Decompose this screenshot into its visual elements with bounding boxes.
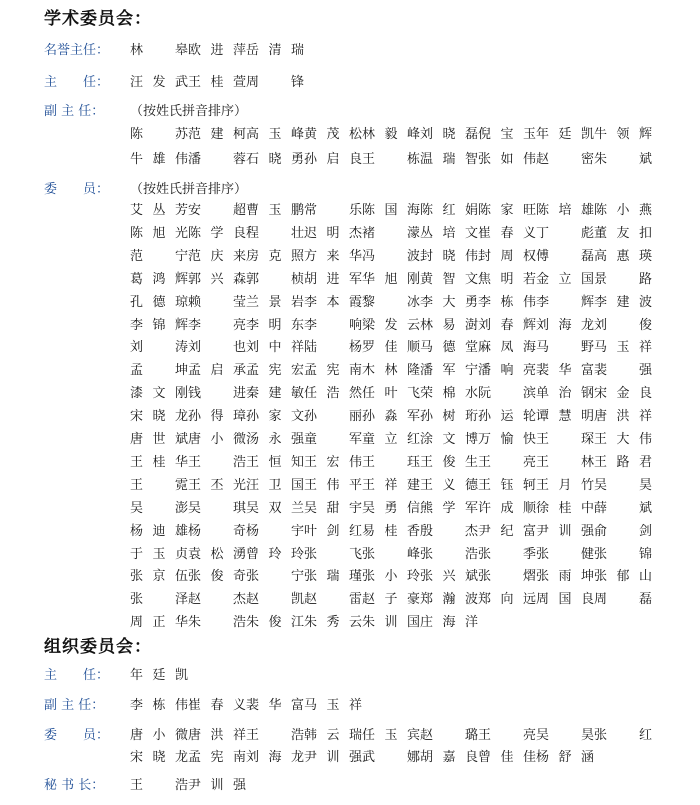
name-row [130,126,652,144]
person-name: 孙得璋 [188,409,246,425]
person-name: 宋晓龙 [130,409,188,425]
person-name: 胡嘉良 [420,750,478,765]
person-name: 焦明若 [478,271,536,287]
name-row [130,248,652,266]
person-name: 许成顺 [478,500,536,516]
person-name: 唐洪祥 [594,409,652,425]
person-name: 俞 剑 [594,523,652,539]
person-name: 张京伍 [130,569,188,585]
person-name: 王恒知 [246,454,304,470]
person-name: 罗佳顺 [362,340,420,356]
name-row [130,317,652,335]
person-name: 陈 苏 [130,127,188,142]
person-name: 张如伟 [478,152,536,167]
honorary-chair-label: 名誉主任： [44,43,110,58]
person-name: 年廷凯 [130,668,188,683]
person-name: 王伟平 [304,477,362,493]
person-name: 周国良 [536,592,594,608]
person-name: 高惠瑛 [594,248,652,264]
person-name: 王月竹 [536,477,594,493]
person-name: 褚 濛 [362,225,420,241]
person-name: 朱训国 [362,615,420,631]
person-name: 尹训强 [536,523,594,539]
person-name: 薛 斌 [594,500,652,516]
person-name: 王丕光 [188,477,246,493]
person-name: 程 壮 [246,225,304,241]
honorary-chair-names [130,42,304,60]
person-name: 王 珏 [362,454,420,470]
organizing-vice-chair-label: 副 主 任： [44,698,105,713]
person-name: 王 浩 [130,778,188,793]
person-name: 杨 奇 [188,523,246,539]
person-name: 黄智文 [420,271,478,287]
person-name: 张 红 [594,728,652,743]
person-name: 王大伟 [594,432,652,447]
person-name: 徐桂中 [536,500,594,516]
person-name: 赵 密 [536,152,594,167]
person-name: 张雨坤 [536,569,594,585]
person-name: 袁松湧 [188,546,246,562]
person-name: 童立红 [362,432,420,447]
person-name: 范庆来 [188,248,246,264]
person-name: 胡进军 [304,271,362,287]
academic-vice-chair-label: 副 主 任： [44,104,105,119]
person-name: 朱秀云 [304,615,362,631]
person-name: 刘海龙 [536,317,594,333]
person-name: 王义德 [420,477,478,493]
person-name: 裴华富 [246,698,304,713]
person-name: 陆 杨 [304,340,362,356]
person-name: 王 亮 [478,454,536,470]
person-name: 兰景岩 [246,294,304,310]
person-name: 马玉祥 [304,698,362,713]
person-name: 张瑞瑾 [304,569,362,585]
name-row [130,568,652,586]
person-name: 王 琛 [536,432,594,447]
person-name: 范 宁 [130,248,188,264]
person-name: 张郁山 [594,569,652,585]
person-name: 任玉宾 [362,728,420,743]
person-name: 李栋伟 [478,294,536,310]
person-name: 刘 也 [188,340,246,356]
person-name: 张兴斌 [420,569,478,585]
person-name: 宋晓龙 [130,750,188,765]
person-name: 张 季 [478,546,536,562]
person-name: 迟明杰 [304,225,362,241]
person-name: 张 熠 [478,569,536,585]
person-name: 常 乐 [304,203,362,218]
name-row [130,727,652,745]
organizing-committee-title: 组织委员会： [44,637,152,657]
academic-chair-names [130,74,304,92]
person-name: 梁发云 [362,317,420,333]
person-name: 单治钢 [536,386,594,402]
person-name: 陈培雄 [536,203,594,218]
person-name: 刘 涛 [130,340,188,356]
person-name: 孙 丽 [304,409,362,425]
secretary-general-label: 秘 书 长： [44,778,105,793]
person-name: 汪发武 [130,75,188,90]
person-name: 周 磊 [594,592,652,608]
person-name: 李 辉 [536,294,594,310]
person-name: 王俊生 [420,454,478,470]
person-name: 张 浩 [420,546,478,562]
person-name: 王路君 [594,454,652,470]
person-name: 景 路 [594,271,652,287]
person-name: 孟宪南 [304,363,362,379]
academic-members-note: （按姓氏拼音排序） [130,182,248,197]
person-name: 艾丛芳 [130,203,188,218]
person-name: 童 军 [304,432,362,447]
person-name: 张小玲 [362,569,420,585]
name-row [130,225,652,243]
person-name: 李 响 [304,317,362,333]
person-name: 杨迪雄 [130,523,188,539]
person-name: 赵 杰 [188,592,246,608]
person-name: 房克照 [246,248,304,264]
person-name: 武 娜 [362,750,420,765]
person-name: 曹玉鹏 [246,203,304,218]
person-name: 李栋伟 [130,698,188,713]
person-name: 潘 蓉 [188,152,246,167]
person-name: 王 林 [536,454,594,470]
person-name: 冯 波 [362,248,420,264]
person-name: 安 超 [188,203,246,218]
person-name: 王 浩 [246,728,304,743]
person-name: 封晓伟 [420,248,478,264]
person-name: 赵 雷 [304,592,362,608]
person-name: 易桂香 [362,523,420,539]
person-name: 崔春义 [478,225,536,241]
person-name: 孙运轮 [478,409,536,425]
person-name: 涂文博 [420,432,478,447]
person-name: 潘军宁 [420,363,478,379]
person-name: 唐洪祥 [188,728,246,743]
person-name: 牛雄伟 [130,152,188,167]
person-name: 陈小燕 [594,203,652,218]
person-name: 尹训强 [188,778,246,793]
person-name: 杨 宇 [246,523,304,539]
person-name: 金立国 [536,271,594,287]
person-name: 李明东 [246,317,304,333]
person-name: 王桂萱 [188,75,246,90]
person-name: 朱 斌 [594,152,652,167]
person-name: 唐世斌 [130,432,188,447]
academic-members-label: 委 员： [44,182,110,197]
person-name: 周正华 [130,615,188,631]
person-name: 张 峰 [362,546,420,562]
person-name: 马德堂 [420,340,478,356]
person-name: 潘响亮 [478,363,536,379]
person-name: 吴双兰 [246,500,304,516]
person-name: 林毅峰 [362,127,420,142]
person-name: 黄茂松 [304,127,362,142]
person-name: 张 健 [536,546,594,562]
person-name: 周 锋 [246,75,304,90]
person-name: 吴 昊 [536,728,594,743]
name-row [130,408,652,426]
person-name: 丛培文 [420,225,478,241]
person-name: 尹纪富 [478,523,536,539]
person-name: 王 浩 [188,454,246,470]
person-name: 倪宝玉 [478,127,536,142]
person-name: 崔春义 [188,698,246,713]
person-name: 裴 强 [594,363,652,379]
person-name: 李锦辉 [130,317,188,333]
person-name: 阮 滨 [478,386,536,402]
name-row [130,202,652,220]
organizing-chair-names [130,667,188,685]
person-name: 吴 琪 [188,500,246,516]
name-row [130,591,652,609]
person-name: 尹训强 [304,750,362,765]
person-name: 陈学良 [188,225,246,241]
person-name: 孙淼军 [362,409,420,425]
person-name: 刘中祥 [246,340,304,356]
name-row [130,477,652,495]
person-name: 林 皋 [130,43,188,58]
person-name: 赖 莹 [188,294,246,310]
name-row [130,454,652,472]
person-name: 吴 昊 [594,477,652,493]
name-row [130,385,652,403]
organizing-members-label: 委 员： [44,728,110,743]
person-name: 熊学军 [420,500,478,516]
person-name: 郭兴森 [188,271,246,287]
person-name: 唐小微 [188,432,246,447]
name-row [130,500,652,518]
name-row [130,294,652,312]
name-row [130,546,652,564]
person-name: 吴勇信 [362,500,420,516]
person-name: 孟宪宏 [246,363,304,379]
person-name: 林易澍 [420,317,478,333]
person-name: 张 宁 [246,569,304,585]
person-name: 孟宪南 [188,750,246,765]
person-name: 李建波 [594,294,652,310]
person-name: 陈红娟 [420,203,478,218]
person-name: 温瑞智 [420,152,478,167]
person-name: 刘春辉 [478,317,536,333]
person-name: 傅 磊 [536,248,594,264]
person-name: 王宏伟 [304,454,362,470]
name-row [130,614,478,632]
organizing-chair-label: 主 任： [44,668,110,683]
person-name: 孟 坤 [130,363,188,379]
person-name: 王钰轲 [478,477,536,493]
person-name: 张 飞 [304,546,362,562]
person-name: 任叶飞 [362,386,420,402]
name-row [130,749,594,767]
person-name: 任浩然 [304,386,362,402]
person-name: 汤永强 [246,432,304,447]
person-name: 朱 浩 [188,615,246,631]
person-name: 曾佳佳 [478,750,536,765]
person-name: 石晓勇 [246,152,304,167]
name-row [130,339,652,357]
person-name: 叶剑红 [304,523,362,539]
person-name: 庄海洋 [420,615,478,631]
person-name: 王 霓 [130,477,188,493]
person-name: 裴华富 [536,363,594,379]
academic-committee-title: 学术委员会： [44,9,152,29]
person-name: 李本霞 [304,294,362,310]
name-row [130,523,652,541]
person-name: 孔德琼 [130,294,188,310]
person-name: 漆文刚 [130,386,188,402]
person-name: 郭 桢 [246,271,304,287]
person-name: 朱俊江 [246,615,304,631]
person-name: 杨舒涵 [536,750,594,765]
person-name: 吴 澎 [130,500,188,516]
person-name: 曾玲玲 [246,546,304,562]
person-name: 木林隆 [362,363,420,379]
person-name: 王 亮 [478,728,536,743]
person-name: 李 亮 [188,317,246,333]
secretary-general-names [130,777,246,795]
person-name: 王桂华 [130,454,188,470]
person-name: 李大勇 [420,294,478,310]
person-name: 钱 进 [188,386,246,402]
academic-vice-chair-note: （按姓氏拼音排序） [130,104,248,119]
person-name: 方来华 [304,248,362,264]
person-name: 张 泽 [130,592,188,608]
person-name: 牛领辉 [594,127,652,142]
person-name: 孟启承 [188,363,246,379]
person-name: 宋金良 [594,386,652,402]
person-name: 董友扣 [594,225,652,241]
person-name: 岳清瑞 [246,43,304,58]
person-name: 吴甜宇 [304,500,362,516]
person-name: 于玉贞 [130,546,188,562]
person-name: 韩云瑞 [304,728,362,743]
person-name: 赵 凯 [246,592,304,608]
academic-chair-label: 主 任： [44,75,110,90]
person-name: 陈旭光 [130,225,188,241]
person-name: 马 野 [536,340,594,356]
person-name: 张 锦 [594,546,652,562]
name-row [130,362,652,380]
person-name: 陈国海 [362,203,420,218]
person-name: 郑向远 [478,592,536,608]
organizing-vice-chair-names [130,697,362,715]
person-name: 孙树珩 [420,409,478,425]
person-name: 马玉祥 [594,340,652,356]
name-row [130,271,652,289]
person-name: 高玉峰 [246,127,304,142]
person-name: 唐小微 [130,728,188,743]
person-name: 郑瀚波 [420,592,478,608]
person-name: 麻凤海 [478,340,536,356]
person-name: 王祥建 [362,477,420,493]
person-name: 殷 杰 [420,523,478,539]
person-name: 葛鸿辉 [130,271,188,287]
name-row [130,151,652,169]
person-name: 欧进萍 [188,43,246,58]
person-name: 王 栋 [362,152,420,167]
person-name: 荣棉水 [420,386,478,402]
person-name: 孙家文 [246,409,304,425]
person-name: 华旭刚 [362,271,420,287]
person-name: 黎 冰 [362,294,420,310]
person-name: 孙启良 [304,152,362,167]
person-name: 赵子豪 [362,592,420,608]
person-name: 陈家旺 [478,203,536,218]
person-name: 汪卫国 [246,477,304,493]
person-name: 范建柯 [188,127,246,142]
person-name: 封周权 [478,248,536,264]
person-name: 刘海龙 [246,750,304,765]
name-row [130,431,652,449]
person-name: 年廷凯 [536,127,594,142]
person-name: 张俊奇 [188,569,246,585]
person-name: 万愉快 [478,432,536,447]
person-name: 丁 彪 [536,225,594,241]
person-name: 刘晓磊 [420,127,478,142]
person-name: 赵 璐 [420,728,478,743]
person-name: 刘 俊 [594,317,652,333]
person-name: 谭慧明 [536,409,594,425]
person-name: 秦建敏 [246,386,304,402]
